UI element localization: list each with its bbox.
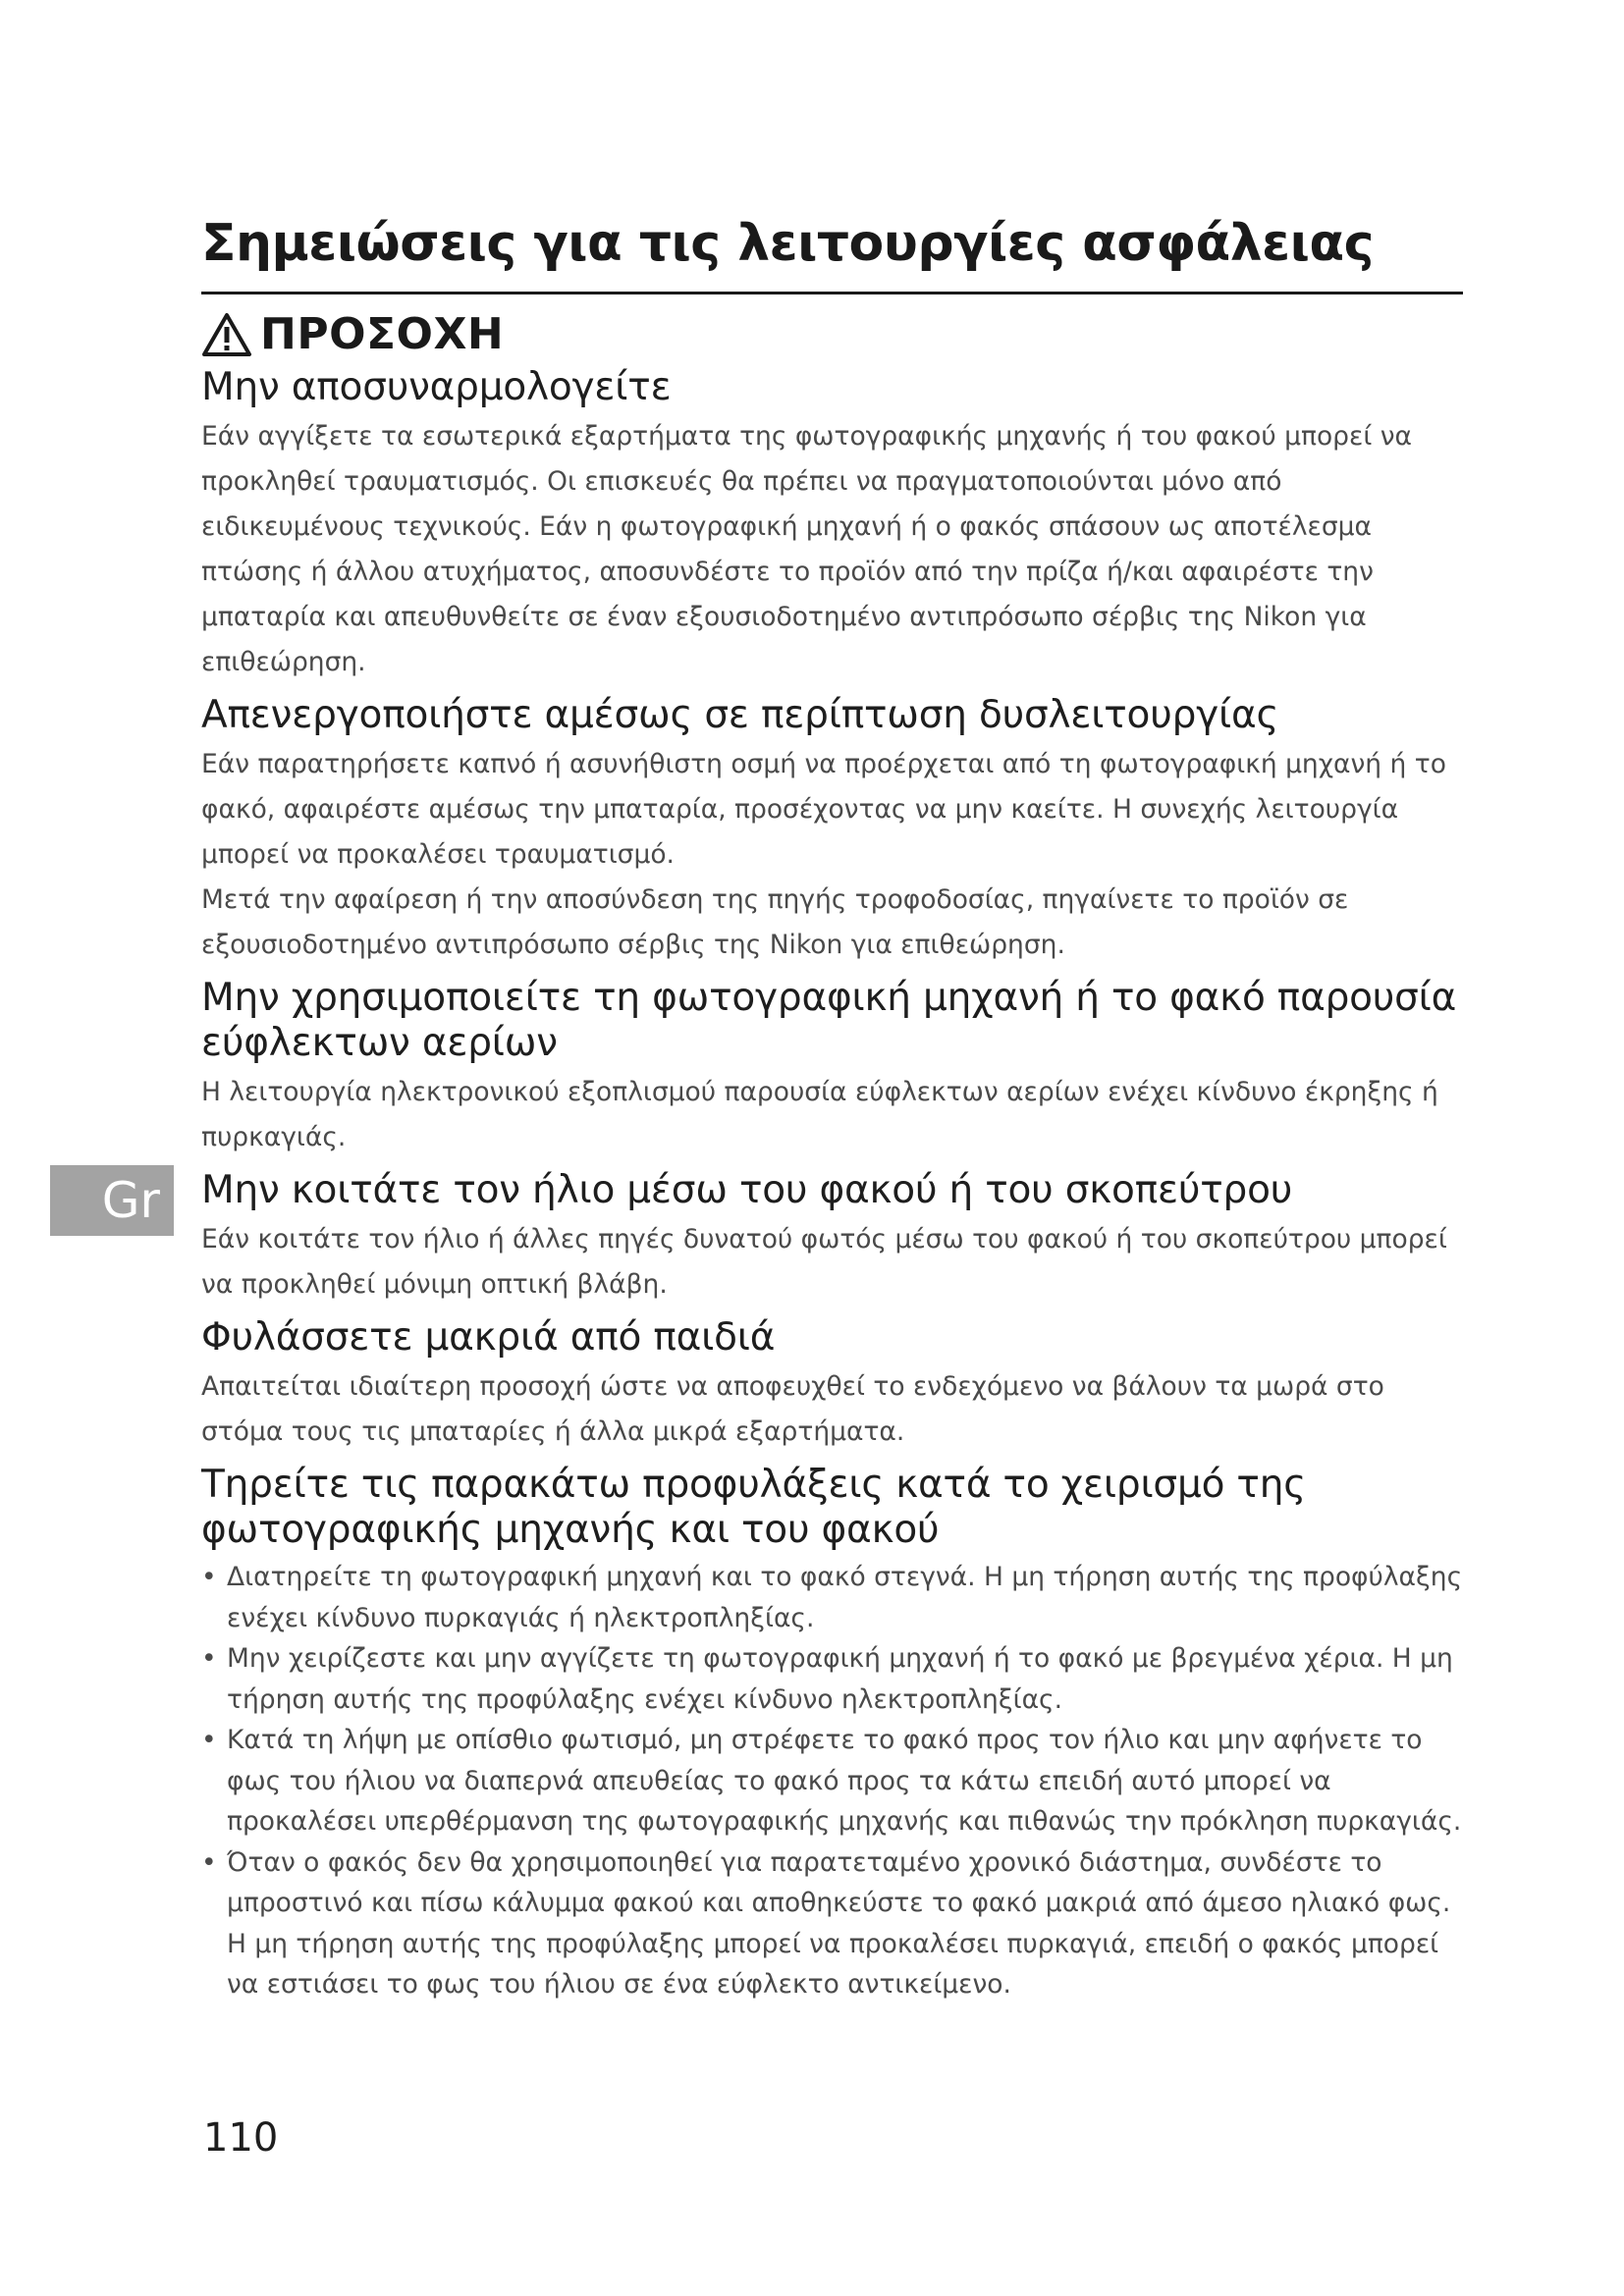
list-item-text: Όταν ο φακός δεν θα χρησιμοποιηθεί για παρατεταμένο χρονικό διάστημα, συνδέστε το μπροστινό και πίσω κάλυμμα φακού και αποθηκεύστε το φακό μακριά από άμεσο ηλιακό φως. Η μη τήρηση αυτής της προφύλαξης μπορεί να προκαλέσει πυρκαγιά, επειδή ο φακός μπορεί να εστιάσει το φως του ήλιου σε ένα εύφλεκτο αντικείμενο. [227,1846,1451,2000]
section-paragraph: Απαιτείται ιδιαίτερη προσοχή ώστε να αποφευχθεί το ενδεχόμενο να βάλουν τα μωρά στο στόμα τους τις μπαταρίες ή άλλα μικρά εξαρτήματα. [201,1371,1384,1447]
language-tab: Gr [50,1165,174,1236]
section-do-not-look-at-sun [201,1168,1468,1308]
section-paragraph: Μετά την αφαίρεση ή την αποσύνδεση της πηγής τροφοδοσίας, πηγαίνετε το προϊόν σε εξουσιοδοτημένο αντιπρόσωπο σέρβις της Nikon για επιθεώρηση. [201,884,1349,960]
section-do-not-disassemble [201,365,1468,685]
section-paragraph: Η λειτουργία ηλεκτρονικού εξοπλισμού παρουσία εύφλεκτων αερίων ενέχει κίνδυνο έκρηξης ή πυρκαγιάς. [201,1077,1438,1152]
section-body [201,1364,1468,1455]
page-title: Σημειώσεις για τις λειτουργίες ασφάλειας [201,214,1374,273]
section-paragraph: Εάν παρατηρήσετε καπνό ή ασυνήθιστη οσμή να προέρχεται από τη φωτογραφική μηχανή ή το φακό, αφαιρέστε αμέσως την μπαταρία, προσέχοντας να μην καείτε. Η συνεχής λειτουργία μπορεί να προκαλέσει τραυματισμό. [201,749,1446,870]
section-heading: Μην κοιτάτε τον ήλιο μέσω του φακού ή του σκοπεύτρου [201,1168,1293,1212]
bullet-icon: • [201,1846,217,1878]
section-heading: Φυλάσσετε μακριά από παιδιά [201,1315,776,1360]
section-body [201,414,1468,685]
section-paragraph: Εάν αγγίξετε τα εσωτερικά εξαρτήματα της φωτογραφικής μηχανής ή του φακού μπορεί να προκληθεί τραυματισμός. Οι επισκευές θα πρέπει να πραγματοποιούνται μόνο από ειδικευμένους τεχνικούς. Εάν η φωτογραφική μηχανή ή ο φακός σπάσουν ως αποτέλεσμα πτώσης ή άλλου ατυχήματος, αποσυνδέστε το προϊόν από την πρίζα ή/και αφαιρέστε την μπαταρία και απευθυνθείτε σε έναν εξουσιοδοτημένο αντιπρόσωπο σέρβις της Nikon για επιθεώρηση. [201,421,1412,677]
safety-content [201,365,1468,2005]
list-item [201,1842,1468,2005]
list-item-text: Διατηρείτε τη φωτογραφική μηχανή και το φακό στεγνά. Η μη τήρηση αυτής της προφύλαξης ενέχει κίνδυνο πυρκαγιάς ή ηλεκτροπληξίας. [227,1562,1463,1633]
list-item [201,1720,1468,1842]
section-flammable-gas [201,976,1468,1160]
page-number: 110 [203,2115,279,2161]
section-body [201,742,1468,968]
section-body [201,1217,1468,1308]
title-rule [201,292,1463,294]
section-heading: Απενεργοποιήστε αμέσως σε περίπτωση δυσλειτουργίας [201,693,1279,737]
section-body [201,1070,1468,1160]
section-heading: Τηρείτε τις παρακάτω προφυλάξεις κατά το χειρισμό της φωτογραφικής μηχανής και του φακού [201,1463,1306,1552]
list-item [201,1557,1468,1638]
list-item [201,1638,1468,1720]
bullet-icon: • [201,1562,217,1592]
bullet-icon: • [201,1725,217,1755]
list-item-text: Κατά τη λήψη με οπίσθιο φωτισμό, μη στρέφετε το φακό προς τον ήλιο και μην αφήνετε το φως του ήλιου να διαπερνά απευθείας το φακό προς τα κάτω επειδή αυτό μπορεί να προκαλέσει υπερθέρμανση της φωτογραφικής μηχανής και πιθανώς την πρόκληση πυρκαγιάς. [227,1725,1462,1837]
warning-triangle-icon [201,312,252,357]
section-keep-from-children [201,1315,1468,1455]
list-item-text: Μην χειρίζεστε και μην αγγίζετε τη φωτογραφική μηχανή ή το φακό με βρεγμένα χέρια. Η μη τήρηση αυτής της προφύλαξης ενέχει κίνδυνο ηλεκτροπληξίας. [227,1643,1453,1715]
section-turn-off-malfunction [201,693,1468,968]
precautions-list [201,1557,1468,2005]
section-paragraph: Εάν κοιτάτε τον ήλιο ή άλλες πηγές δυνατού φωτός μέσω του φακού ή του σκοπεύτρου μπορεί να προκληθεί μόνιμη οπτική βλάβη. [201,1224,1447,1300]
caution-label: ΠΡΟΣΟΧΗ [260,309,505,359]
section-handling-precautions [201,1463,1468,2005]
section-heading: Μην αποσυναρμολογείτε [201,365,672,409]
section-heading: Μην χρησιμοποιείτε τη φωτογραφική μηχανή ή το φακό παρουσία εύφλεκτων αερίων [201,976,1457,1065]
caution-header [201,309,505,359]
bullet-icon: • [201,1643,217,1674]
